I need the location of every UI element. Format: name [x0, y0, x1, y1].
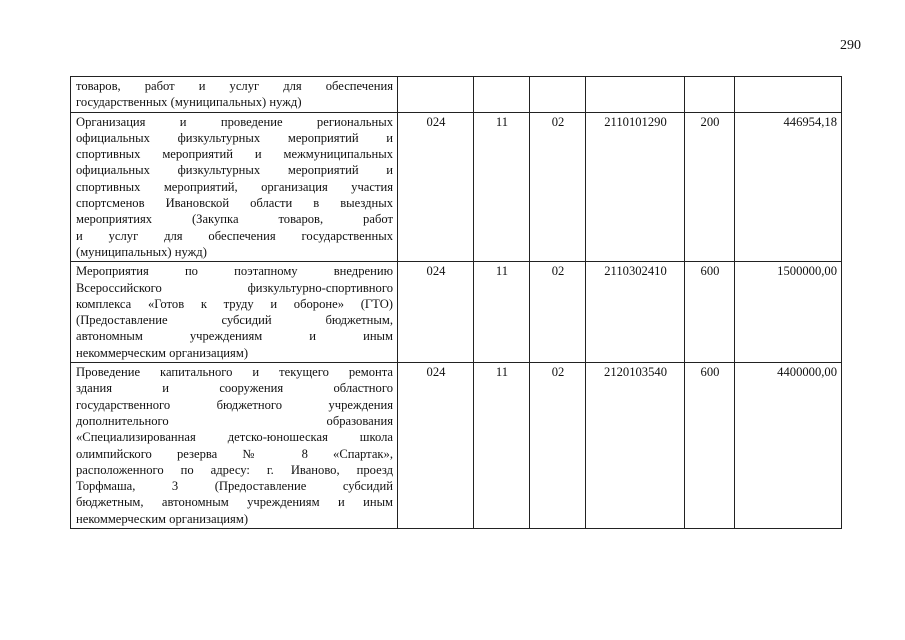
description-line: бюджетным, автономным учреждениям и иным: [76, 495, 393, 510]
section-code-cell: 11: [474, 262, 530, 363]
description-line: расположенного по адресу: г. Иваново, проезд: [76, 462, 393, 477]
table-row: [71, 363, 842, 529]
expense-type-cell: [685, 77, 735, 113]
page-number: 290: [840, 38, 861, 53]
description-line: Всероссийского физкультурно-спортивного: [76, 280, 393, 295]
expense-type-cell: 600: [685, 262, 735, 363]
admin-code-cell: 024: [398, 112, 474, 262]
expense-description-cell: [71, 262, 398, 363]
admin-code-cell: 024: [398, 363, 474, 529]
description-line: государственного бюджетного учреждения: [76, 397, 393, 412]
subsection-code-cell: [530, 77, 586, 113]
description-line: и услуг для обеспечения государственных: [76, 228, 393, 243]
amount-cell: 1500000,00: [735, 262, 842, 363]
expense-description-cell: [71, 77, 398, 113]
subsection-code-cell: 02: [530, 363, 586, 529]
table-row: [71, 77, 842, 113]
description-line: комплекса «Готов к труду и обороне» (ГТО): [76, 296, 393, 311]
description-line: мероприятиях (Закупка товаров, работ: [76, 212, 393, 227]
amount-cell: [735, 77, 842, 113]
expense-description-cell: [71, 112, 398, 262]
subsection-code-cell: 02: [530, 112, 586, 262]
admin-code-cell: 024: [398, 262, 474, 363]
description-line: некоммерческим организациям): [76, 511, 249, 526]
description-line: спортивных мероприятий и межмуниципальных: [76, 147, 393, 162]
target-article-cell: 2110302410: [586, 262, 685, 363]
target-article-cell: 2110101290: [586, 112, 685, 262]
table-row: [71, 262, 842, 363]
description-line: официальных физкультурных мероприятий и: [76, 163, 393, 178]
expense-type-cell: 600: [685, 363, 735, 529]
table-row: [71, 112, 842, 262]
description-line: олимпийского резерва № 8 «Спартак»,: [76, 446, 393, 461]
admin-code-cell: [398, 77, 474, 113]
description-line: «Специализированная детско-юношеская школа: [76, 430, 393, 445]
amount-cell: 446954,18: [735, 112, 842, 262]
description-line: (Предоставление субсидий бюджетным,: [76, 313, 393, 328]
target-article-cell: [586, 77, 685, 113]
description-line: Торфмаша, 3 (Предоставление субсидий: [76, 479, 393, 494]
description-line: автономным учреждениям и иным: [76, 329, 393, 344]
description-line: дополнительного образования: [76, 413, 393, 428]
description-line: официальных физкультурных мероприятий и: [76, 130, 393, 145]
description-line: здания и сооружения областного: [76, 381, 393, 396]
description-line: Организация и проведение региональных: [76, 114, 393, 129]
target-article-cell: 2120103540: [586, 363, 685, 529]
description-line: Мероприятия по поэтапному внедрению: [76, 264, 393, 279]
description-line: товаров, работ и услуг для обеспечения: [76, 79, 393, 93]
description-line: спортсменов Ивановской области в выездных: [76, 196, 393, 211]
expense-type-cell: 200: [685, 112, 735, 262]
description-line: государственных (муниципальных) нужд): [76, 95, 302, 110]
section-code-cell: [474, 77, 530, 113]
section-code-cell: 11: [474, 112, 530, 262]
section-code-cell: 11: [474, 363, 530, 529]
budget-table: [70, 76, 842, 529]
expense-description-cell: [71, 363, 398, 529]
description-line: спортивных мероприятий, организация участия: [76, 179, 393, 194]
description-line: (муниципальных) нужд): [76, 244, 207, 259]
description-line: Проведение капитального и текущего ремонта: [76, 365, 393, 380]
subsection-code-cell: 02: [530, 262, 586, 363]
amount-cell: 4400000,00: [735, 363, 842, 529]
description-line: некоммерческим организациям): [76, 345, 249, 360]
